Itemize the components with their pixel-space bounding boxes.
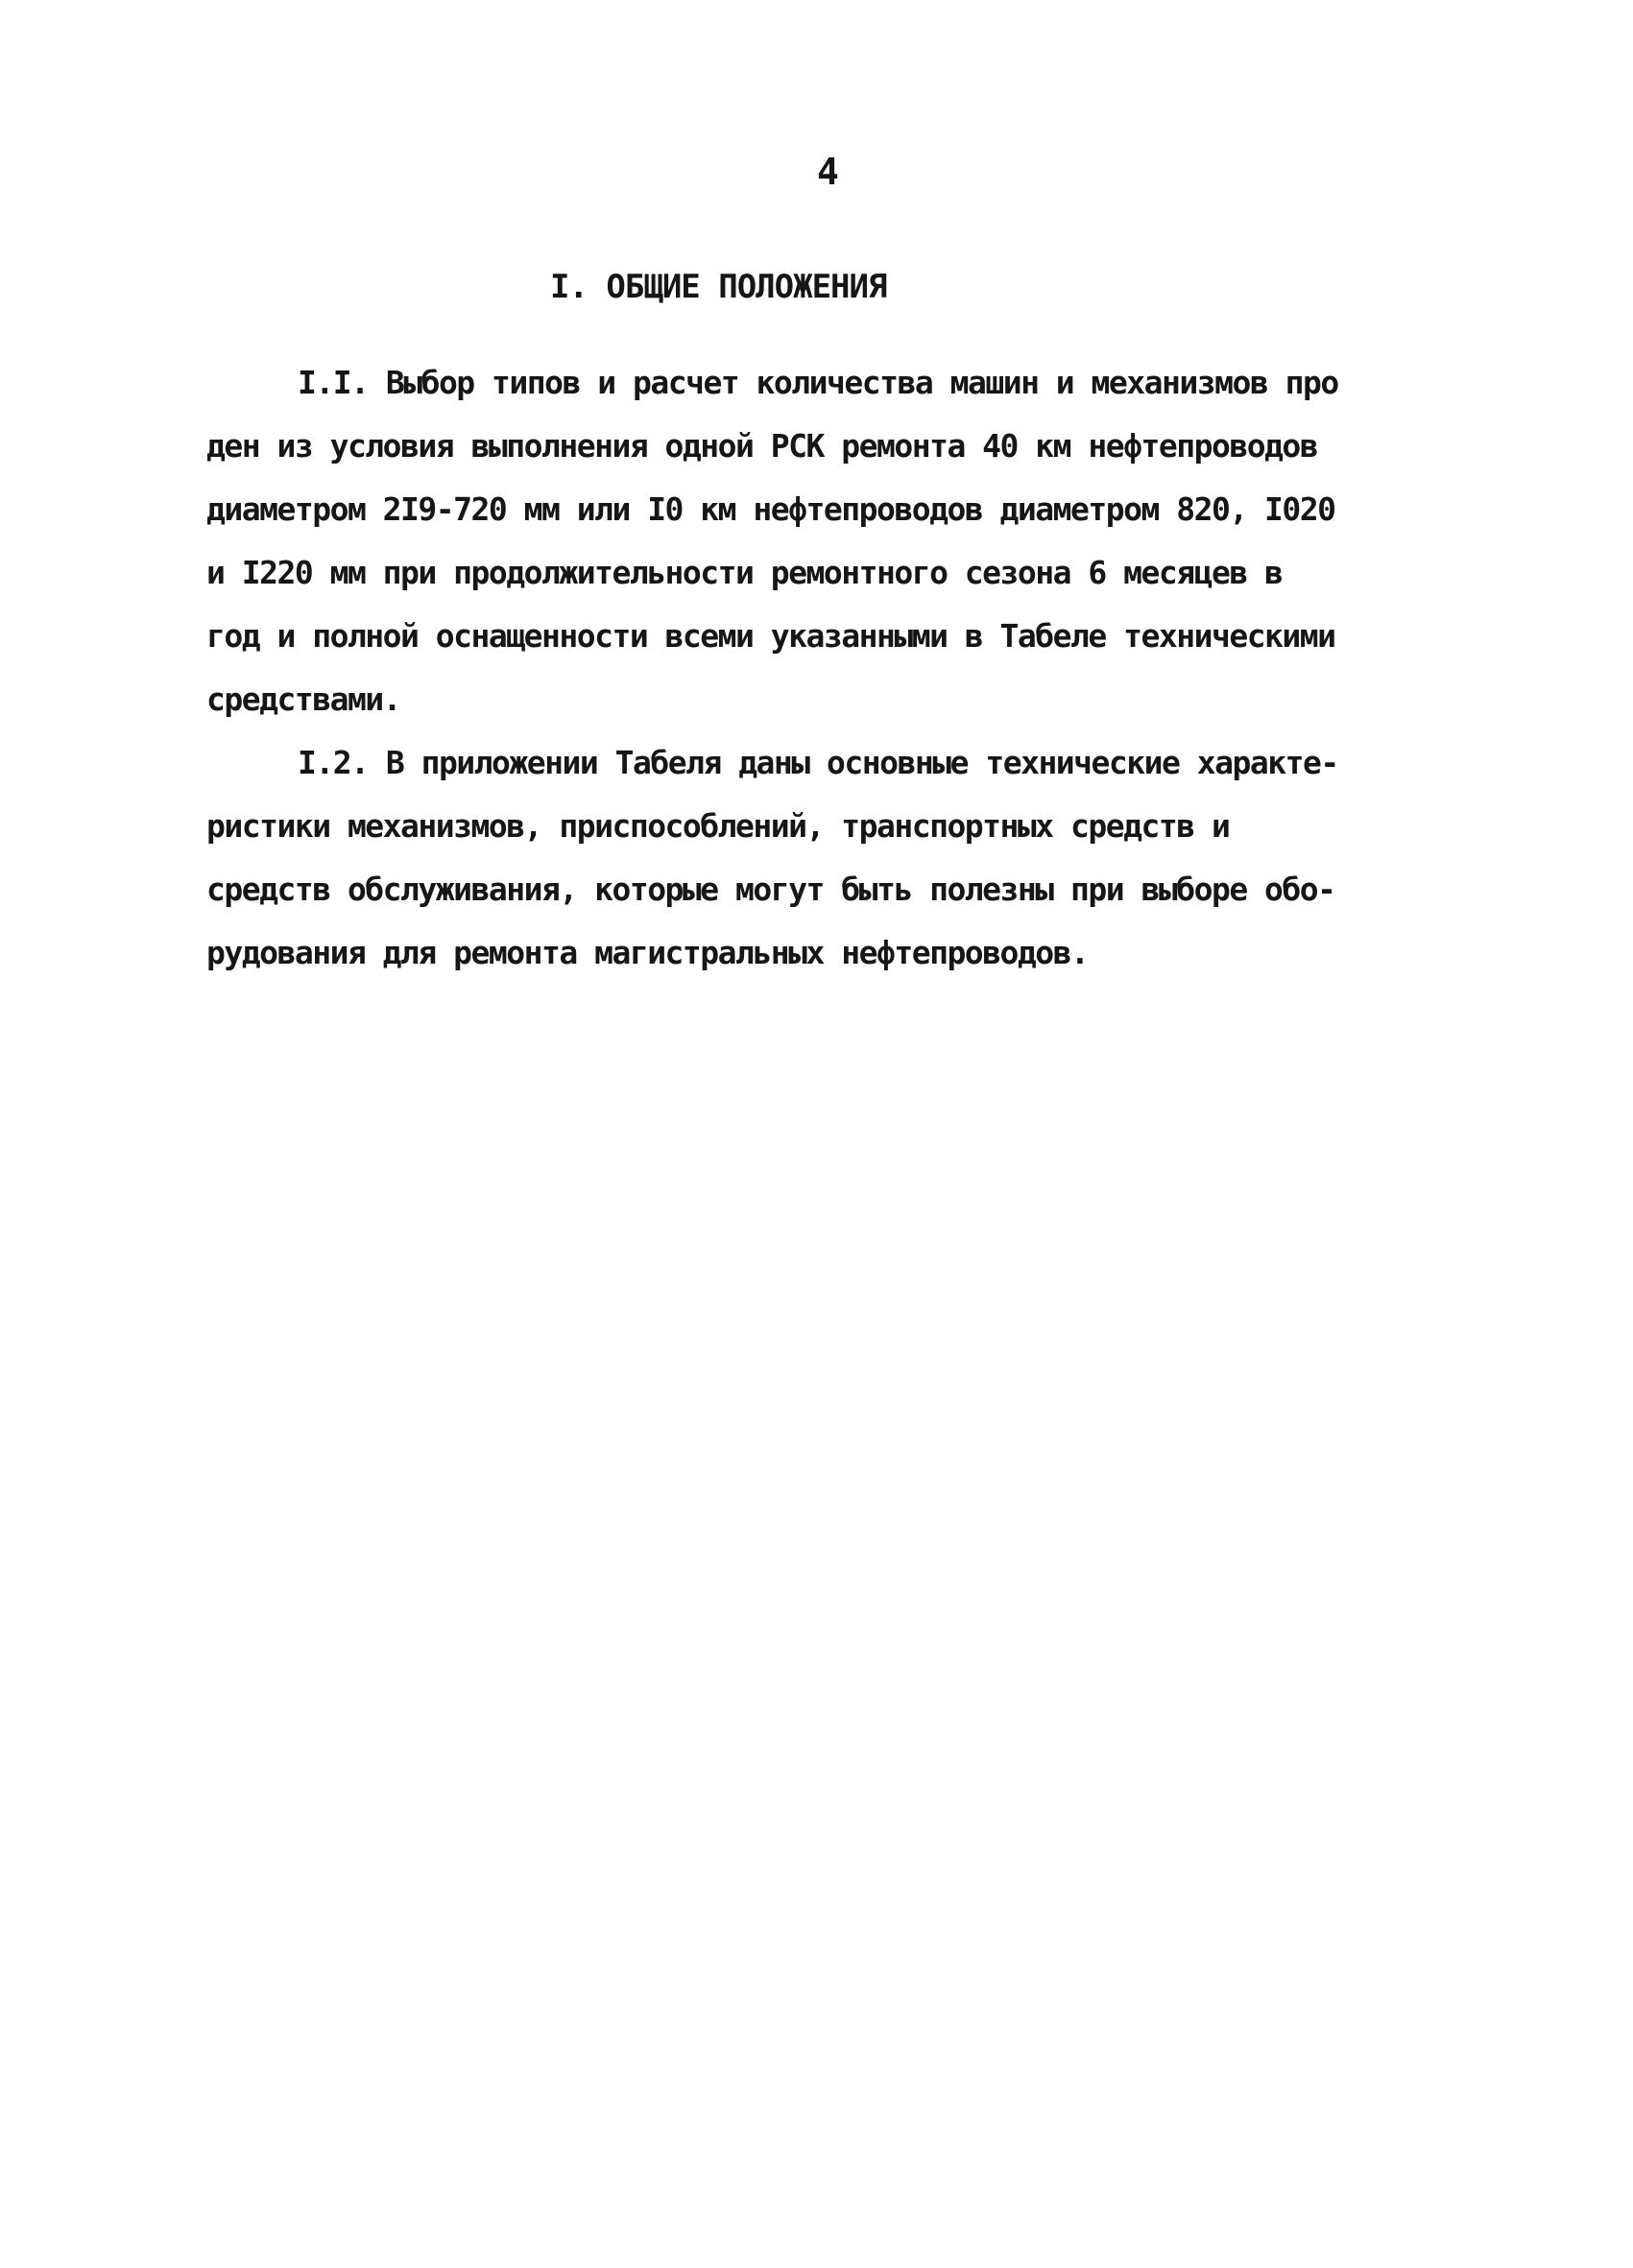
paragraph-1-line: средствами.	[206, 680, 401, 718]
paragraph-1-line: год и полной оснащенности всеми указанными в Табеле техническими	[206, 617, 1335, 655]
paragraph-2-line: средств обслуживания, которые могут быть полезны при выборе обо-	[206, 871, 1335, 908]
paragraph-2-line: ристики механизмов, приспособлений, транспортных средств и	[206, 807, 1230, 845]
paragraph-2-line: рудования для ремонта магистральных нефтепроводов.	[206, 934, 1089, 971]
paragraph-2-line: I.2. В приложении Табеля даны основные технические характе-	[298, 744, 1338, 781]
paragraph-1-line: ден из условия выполнения одной РСК ремонта 40 км нефтепроводов	[206, 427, 1318, 465]
page-number: 4	[817, 151, 839, 193]
paragraph-1-line: и I220 мм при продолжительности ремонтного сезона 6 месяцев в	[206, 554, 1283, 591]
paragraph-1-line: I.I. Выбор типов и расчет количества машин и механизмов про	[298, 364, 1338, 401]
section-title: I. ОБЩИЕ ПОЛОЖЕНИЯ	[550, 268, 887, 306]
paragraph-1-line: диаметром 2I9-720 мм или I0 км нефтепроводов диаметром 820, I020	[206, 490, 1335, 528]
